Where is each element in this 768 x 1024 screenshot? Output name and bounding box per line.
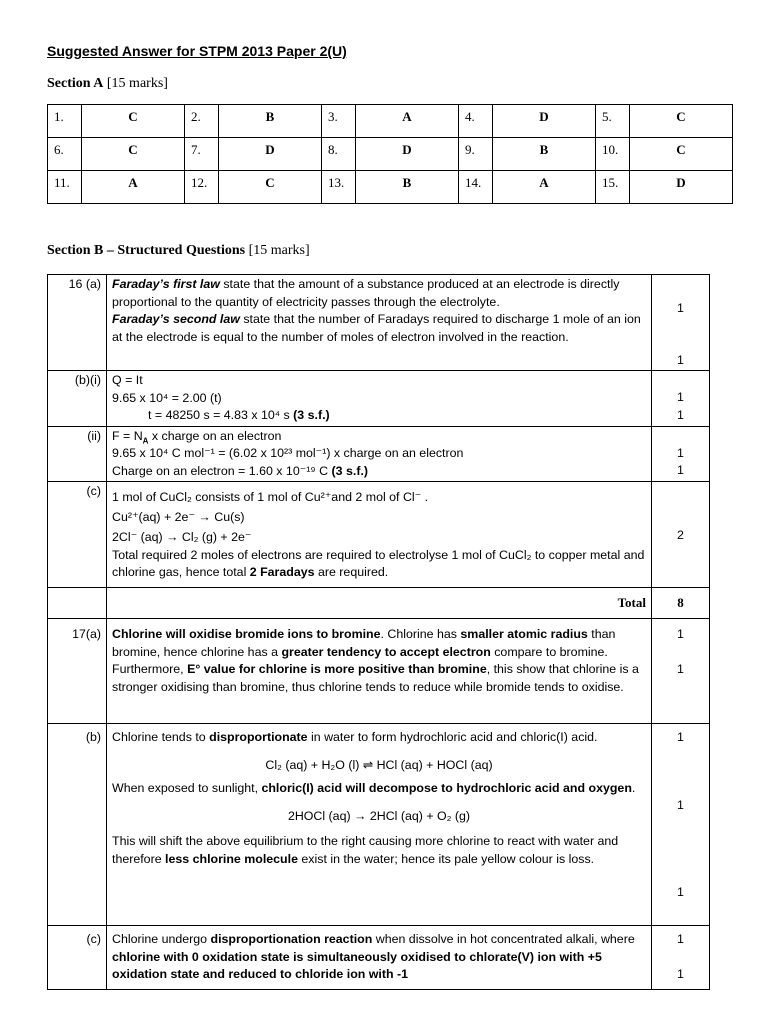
text: F = N	[112, 428, 143, 443]
answer-row-16c	[48, 482, 710, 588]
mcq-answer: D	[630, 171, 733, 204]
text: Chlorine undergo	[112, 932, 211, 946]
mcq-number: 2.	[185, 105, 219, 138]
text: .	[631, 781, 636, 795]
text: x charge on an electron	[148, 428, 282, 443]
section-a-name: Section A	[47, 76, 104, 91]
mcq-answer: B	[219, 105, 322, 138]
emphasis: E° value for chlorine is more positive than bromine	[187, 662, 487, 676]
emphasis: greater tendency to accept electron	[281, 644, 491, 659]
text: than bromine, hence chlorine has a	[112, 627, 616, 659]
text: This will shift the above equilibrium to the right causing more chlorine to react with water and therefore	[112, 834, 619, 866]
mcq-answer: C	[82, 138, 185, 171]
mark: 1	[677, 445, 684, 460]
mark: 1	[677, 885, 684, 899]
structured-answer-table	[47, 274, 710, 990]
total-value: 8	[652, 588, 710, 619]
section-a-heading	[47, 76, 168, 92]
mcq-number: 5.	[596, 105, 630, 138]
answer-text	[107, 619, 652, 724]
mcq-row	[48, 105, 733, 138]
sig-fig: (3 s.f.)	[331, 463, 369, 478]
mark: 1	[677, 661, 684, 676]
mcq-answer: A	[356, 105, 459, 138]
section-b-heading	[47, 243, 310, 259]
text	[112, 833, 646, 868]
mark: 1	[677, 352, 684, 367]
marks	[652, 724, 710, 926]
text	[112, 729, 646, 747]
mcq-answer: C	[630, 138, 733, 171]
question-label: 17(a)	[48, 619, 107, 724]
mcq-answer: D	[493, 105, 596, 138]
section-a-marks: [15 marks]	[106, 76, 168, 91]
emphasis: chloric(I) acid will decompose to hydrochloric acid and oxygen	[261, 781, 632, 795]
answer-row-17a	[48, 619, 710, 724]
text	[112, 407, 646, 425]
mark: 1	[677, 463, 684, 477]
text: 9.65 x 10⁴ = 2.00 (t)	[112, 390, 222, 405]
mcq-number: 8.	[322, 138, 356, 171]
mcq-answer: A	[82, 171, 185, 204]
marks	[652, 371, 710, 427]
question-label: (b)	[48, 724, 107, 926]
mcq-number: 14.	[459, 171, 493, 204]
mcq-answer: C	[630, 105, 733, 138]
sig-fig: (3 s.f.)	[293, 408, 330, 422]
text	[112, 463, 646, 481]
blank-cell	[48, 588, 107, 619]
answer-text	[107, 275, 652, 371]
answer-text	[107, 926, 652, 990]
marks	[652, 426, 710, 482]
mark: 1	[677, 407, 684, 422]
answer-text	[107, 482, 652, 588]
mark: 2	[677, 528, 684, 542]
mcq-number: 7.	[185, 138, 219, 171]
question-label: (b)(i)	[48, 371, 107, 427]
text: 9.65 x 10⁴ C mol⁻¹ = (6.02 x 10²³ mol⁻¹) x charge on an electron	[112, 446, 464, 460]
mcq-answer: D	[219, 138, 322, 171]
equation: Cl₂ (aq) + H₂O (l) ⇌ HCl (aq) + HOCl (aq)	[265, 757, 493, 772]
emphasis: 2 Faradays	[249, 565, 315, 579]
mark: 1	[677, 932, 684, 946]
text: Chlorine tends to	[112, 730, 210, 744]
equation: 2HOCl (aq) → 2HCl (aq) + O₂ (g)	[287, 808, 471, 823]
answer-text	[107, 724, 652, 926]
term-second-law: Faraday’s second law	[112, 312, 240, 326]
mcq-answer: A	[493, 171, 596, 204]
text: state that the number of Faradays required to discharge 1 mole of an ion at the electrode is equal to the number of moles of electron involved in the reaction.	[112, 312, 641, 344]
mcq-number: 10.	[596, 138, 630, 171]
mcq-number: 9.	[459, 138, 493, 171]
mark: 1	[677, 966, 684, 981]
mcq-answer: B	[493, 138, 596, 171]
marks	[652, 482, 710, 588]
answer-row-17b	[48, 724, 710, 926]
text: state that the amount of a substance produced at an electrode is directly proportional to the quantity of electricity passes through the electrolyte.	[112, 277, 620, 309]
total-label: Total	[107, 588, 652, 619]
mcq-row	[48, 138, 733, 171]
text: 1 mol of CuCl₂ consists of 1 mol of Cu²⁺and 2 mol of Cl⁻ .	[112, 490, 429, 504]
mcq-number: 6.	[48, 138, 82, 171]
text: in water to form hydrochloric acid and chloric(I) acid.	[307, 730, 598, 744]
section-b-name: Section B – Structured Questions	[47, 243, 246, 258]
marks	[652, 275, 710, 371]
text: when dissolve in hot concentrated alkali, where	[372, 932, 635, 946]
term-first-law: Faraday’s first law	[112, 277, 220, 291]
mcq-number: 11.	[48, 171, 82, 204]
page-title: Suggested Answer for STPM 2013 Paper 2(U)	[47, 43, 347, 59]
question-label: 16 (a)	[48, 275, 107, 371]
text: compare to bromine. Furthermore,	[112, 644, 608, 676]
total-row	[48, 588, 710, 619]
answer-row-16bii	[48, 426, 710, 482]
emphasis: smaller atomic radius	[460, 627, 588, 641]
emphasis: chlorine with 0 oxidation state is simultaneously oxidised to chlorate(V) ion with +5 oxidation state and reduced to chloride ion with -1	[112, 949, 602, 981]
answer-row-16a	[48, 275, 710, 371]
emphasis: disproportionation reaction	[210, 932, 373, 946]
mark: 1	[677, 627, 684, 641]
mcq-answer: C	[219, 171, 322, 204]
text: When exposed to sunlight,	[112, 781, 262, 795]
mcq-number: 15.	[596, 171, 630, 204]
mcq-number: 1.	[48, 105, 82, 138]
answer-row-16bi	[48, 371, 710, 427]
answer-text	[107, 426, 652, 482]
question-label: (c)	[48, 482, 107, 588]
text	[112, 547, 646, 581]
emphasis: less chlorine molecule	[165, 851, 298, 866]
text: Charge on an electron = 1.60 x 10⁻¹⁹ C	[112, 463, 332, 478]
section-b-marks: [15 marks]	[248, 243, 310, 258]
mcq-number: 12.	[185, 171, 219, 204]
mcq-answer: B	[356, 171, 459, 204]
text: Total required 2 moles of electrons are required to electrolyse 1 mol of CuCl₂ to copper metal and chlorine gas, hence total	[112, 548, 645, 579]
text	[112, 780, 646, 798]
mark: 1	[677, 390, 684, 404]
mcq-answer: C	[82, 105, 185, 138]
mcq-row	[48, 171, 733, 204]
text	[112, 428, 646, 446]
mark: 1	[677, 797, 684, 812]
marks	[652, 619, 710, 724]
question-label: (ii)	[48, 426, 107, 482]
answer-text	[107, 371, 652, 427]
emphasis: disproportionate	[209, 730, 308, 744]
text: Q = It	[112, 373, 143, 387]
mcq-number: 3.	[322, 105, 356, 138]
text: . Chlorine has	[380, 627, 461, 641]
equation: Cu²⁺(aq) + 2e⁻ → Cu(s)	[112, 510, 245, 524]
emphasis: Chlorine will oxidise bromide ions to bromine	[112, 627, 381, 641]
mcq-number: 13.	[322, 171, 356, 204]
answer-row-17c	[48, 926, 710, 990]
text: t = 48250 s = 4.83 x 10⁴ s	[148, 408, 294, 422]
text: exist in the water; hence its pale yellow colour is loss.	[297, 851, 595, 866]
text: are required.	[314, 565, 389, 579]
subscript: A	[142, 435, 149, 445]
equation: 2Cl⁻ (aq) → Cl₂ (g) + 2e⁻	[112, 530, 252, 544]
question-label: (c)	[48, 926, 107, 990]
mark: 1	[677, 301, 684, 315]
mcq-answer-table	[47, 104, 733, 204]
mcq-number: 4.	[459, 105, 493, 138]
marks	[652, 926, 710, 990]
mcq-answer: D	[356, 138, 459, 171]
mark: 1	[677, 730, 684, 744]
text: , this show that chlorine is a stronger oxidising than bromine, thus chlorine tends to reduce while bromide tends to oxidise.	[112, 662, 639, 694]
